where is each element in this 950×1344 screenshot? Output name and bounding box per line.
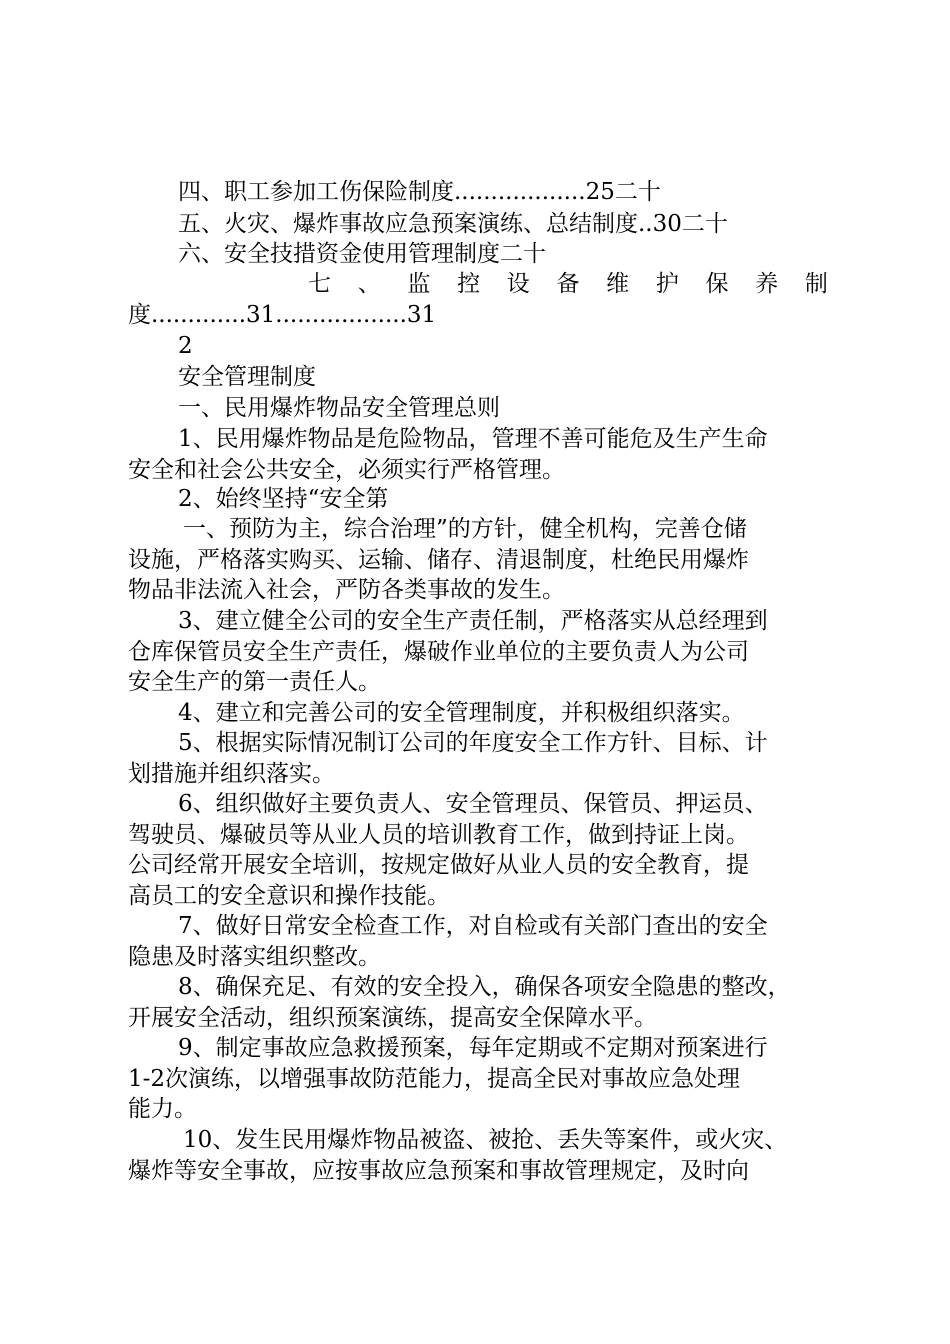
toc-char: 监 <box>407 271 431 297</box>
toc-char: 、 <box>357 271 381 297</box>
toc-char: 设 <box>506 271 530 297</box>
body-line: 1、民用爆炸物品是危险物品，管理不善可能危及生产生命 <box>178 426 768 452</box>
body-line: 物品非法流入社会，严防各类事故的发生。 <box>128 577 565 603</box>
body-line: 1-2次演练，以增强事故防范能力，提高全民对事故应急处理 <box>128 1066 741 1092</box>
toc-char: 保 <box>705 271 729 297</box>
toc-char: 七 <box>308 271 331 297</box>
toc-char: 控 <box>457 271 481 297</box>
toc-char: 制 <box>804 271 828 297</box>
body-line: 爆炸等安全事故，应按事故应急预案和事故管理规定，及时向 <box>128 1158 749 1184</box>
toc-char: 养 <box>755 271 779 297</box>
body-line: 安全生产的第一责任人。 <box>128 669 381 695</box>
toc-char: 护 <box>655 271 679 297</box>
toc-item-4: 四、职工参加工伤保险制度..................25二十 <box>178 179 661 205</box>
toc-item-7-end: 度.............31..................31 <box>128 302 437 328</box>
body-line: 设施，严格落实购买、运输、储存、清退制度，杜绝民用爆炸 <box>128 547 749 573</box>
body-line: 公司经常开展安全培训，按规定做好从业人员的安全教育，提 <box>128 852 749 878</box>
toc-char: 维 <box>606 271 630 297</box>
body-line: 2、始终坚持“安全第 <box>178 486 389 512</box>
body-line: 高员工的安全意识和操作技能。 <box>128 883 450 909</box>
body-line: 10、发生民用爆炸物品被盗、被抢、丢失等案件，或火灾、 <box>183 1127 788 1153</box>
page-number: 2 <box>178 333 193 359</box>
toc-item-5: 五、火灾、爆炸事故应急预案演练、总结制度..30二十 <box>178 211 728 237</box>
body-line: 仓库保管员安全生产责任，爆破作业单位的主要负责人为公司 <box>128 639 749 665</box>
body-line: 5、根据实际情况制订公司的年度安全工作方针、目标、计 <box>178 730 768 756</box>
body-line: 6、组织做好主要负责人、安全管理员、保管员、押运员、 <box>178 791 768 817</box>
toc-item-7-spaced <box>308 268 828 300</box>
document-title: 安全管理制度 <box>178 364 316 390</box>
body-line: 开展安全活动，组织预案演练，提高安全保障水平。 <box>128 1005 657 1031</box>
body-line: 隐患及时落实组织整改。 <box>128 944 381 970</box>
body-line: 4、建立和完善公司的安全管理制度，并积极组织落实。 <box>178 700 745 726</box>
toc-item-6: 六、安全技措资金使用管理制度二十 <box>178 241 546 267</box>
body-line: 安全和社会公共安全，必须实行严格管理。 <box>128 457 565 483</box>
body-line: 8、确保充足、有效的安全投入，确保各项安全隐患的整改， <box>178 974 791 1000</box>
body-line: 3、建立健全公司的安全生产责任制，严格落实从总经理到 <box>178 608 768 634</box>
toc-char: 备 <box>556 271 580 297</box>
body-line: 一、预防为主，综合治理”的方针，健全机构，完善仓储 <box>183 516 747 542</box>
section-heading: 一、民用爆炸物品安全管理总则 <box>178 395 500 421</box>
body-line: 7、做好日常安全检查工作，对自检或有关部门查出的安全 <box>178 913 768 939</box>
body-line: 驾驶员、爆破员等从业人员的培训教育工作，做到持证上岗。 <box>128 822 749 848</box>
body-line: 划措施并组织落实。 <box>128 761 335 787</box>
body-line: 能力。 <box>128 1096 197 1122</box>
body-line: 9、制定事故应急救援预案，每年定期或不定期对预案进行 <box>178 1035 768 1061</box>
